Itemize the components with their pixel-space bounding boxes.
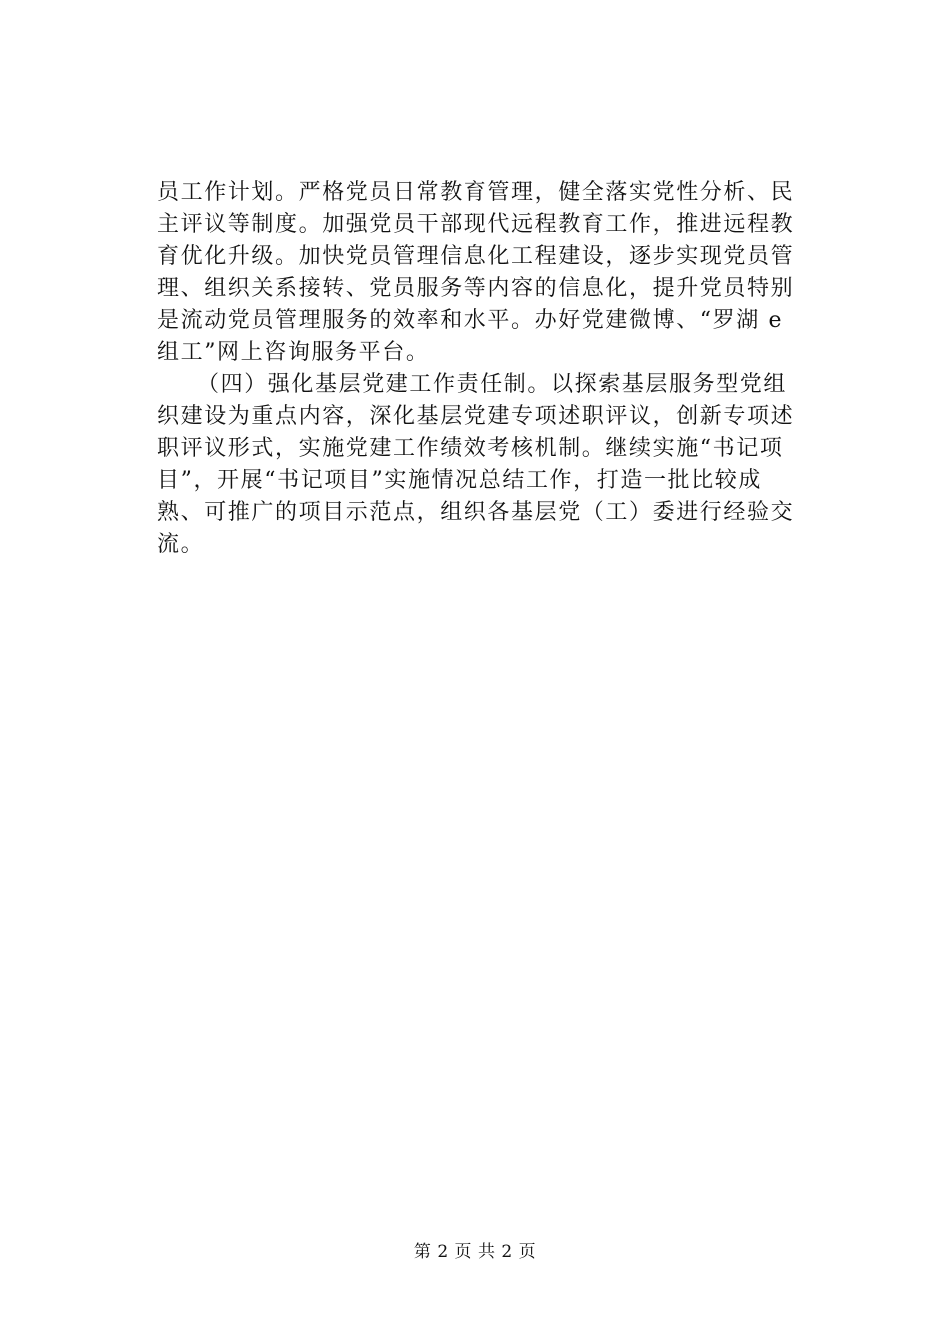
paragraph-1-line-3: 育优化升级。加快党员管理信息化工程建设，逐步实现党员管 <box>157 244 795 269</box>
paragraph-2-line-3: 职评议形式，实施党建工作绩效考核机制。继续实施“书记项 <box>157 436 784 461</box>
paragraph-2-line-1: （四）强化基层党建工作责任制。以探索基层服务型党组 <box>197 372 788 397</box>
paragraph-2-line-2: 织建设为重点内容，深化基层党建专项述职评议，创新专项述 <box>157 404 795 429</box>
paragraph-1-line-2: 主评议等制度。加强党员干部现代远程教育工作，推进远程教 <box>157 212 795 237</box>
paragraph-1-line-5: 是流动党员管理服务的效率和水平。办好党建微博、“罗湖 e <box>157 308 784 333</box>
paragraph-2-line-4: 目”，开展“书记项目”实施情况总结工作，打造一批比较成 <box>157 468 762 493</box>
page-number-footer: 第 2 页 共 2 页 <box>413 1242 537 1262</box>
paragraph-2-line-5: 熟、可推广的项目示范点，组织各基层党（工）委进行经验交 <box>157 500 795 525</box>
paragraph-1-line-6: 组工”网上咨询服务平台。 <box>157 340 430 365</box>
paragraph-1-line-1: 员工作计划。严格党员日常教育管理，健全落实党性分析、民 <box>157 180 795 205</box>
paragraph-2-line-6: 流。 <box>157 532 205 557</box>
paragraph-1-line-4: 理、组织关系接转、党员服务等内容的信息化，提升党员特别 <box>157 276 795 301</box>
